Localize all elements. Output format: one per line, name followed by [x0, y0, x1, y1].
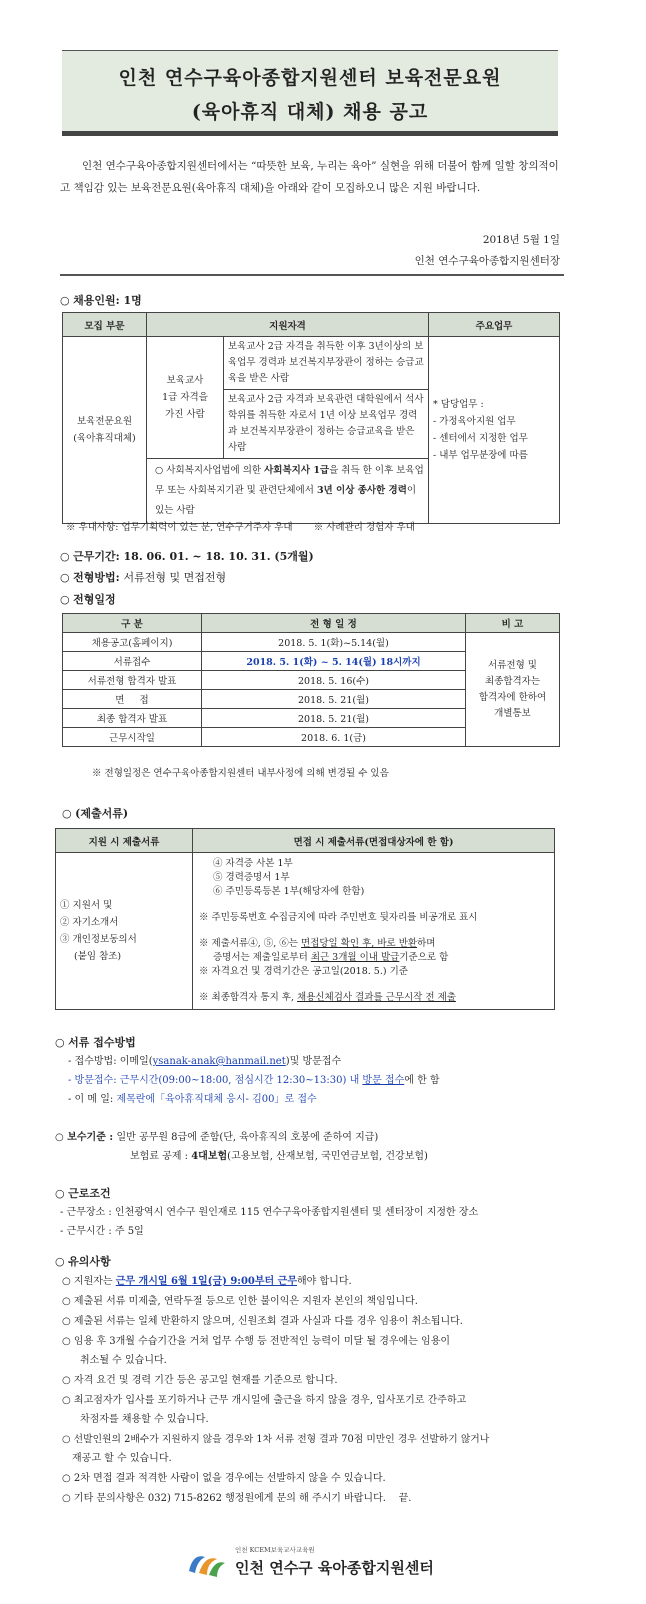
schedule-row-label: 면 접 [63, 690, 202, 709]
note-5: ○ 자격 요건 및 경력 기간 등은 공고일 현재를 기준으로 합니다. [62, 1375, 338, 1386]
pay-line-1: ○ 보수기준 : 일반 공무원 8급에 준함(단, 육아휴직의 호봉에 준하여 지급) [55, 1132, 379, 1143]
schedule-row-label: 서류접수 [63, 652, 202, 671]
title-line-2: (육아휴직 대체) 채용 공고 [191, 101, 429, 123]
apply-line-3: - 이 메 일: 제목란에「육아휴직대체 응시- 김00」로 접수 [68, 1094, 317, 1105]
qual-group: 보육교사 1급 자격을 가진 사람 [147, 337, 224, 459]
schedule-row-date: 2018. 6. 1(금) [202, 728, 466, 747]
schedule-row-date: 2018. 5. 1(화)~5.14(월) [202, 633, 466, 652]
note-4a: ○ 임용 후 3개월 수습기간을 거쳐 업무 수행 등 전반적인 능력이 미달 될 경우에는 임용이 [62, 1336, 451, 1347]
period: ○ 근무기간: 18. 06. 01. ~ 18. 10. 31. (5개월) [60, 550, 314, 563]
schedule-remark: 서류전형 및 최종합격자는 합격자에 한하여 개별통보 [466, 633, 560, 747]
qual-1: 보육교사 2급 자격을 취득한 이후 3년이상의 보육업무 경력과 보건복지부장관이 정하는 승급교육을 받은 사람 [224, 337, 429, 390]
work-line-1: - 근무장소 : 인천광역시 연수구 원인재로 115 연수구육아종합지원센터 및 센터장이 지정한 장소 [60, 1207, 479, 1218]
pay-line-2: 보험료 공제 : 4대보험(고용보험, 산재보험, 국민연금보험, 건강보험) [130, 1151, 428, 1162]
col-qual: 지원자격 [147, 313, 429, 337]
schedule-row-label: 서류전형 합격자 발표 [63, 671, 202, 690]
divider [60, 274, 564, 276]
docs-left: ① 지원서 및 ② 자기소개서 ③ 개인정보동의서 (붙임 참조) [56, 853, 193, 1010]
footer-logo [185, 1545, 455, 1585]
footer-small: 인천 KCEM보육교사교육원 [235, 1546, 315, 1554]
logo-icon [185, 1549, 227, 1579]
note-7b: 재공고 할 수 있습니다. [72, 1453, 172, 1464]
schedule-row-label: 근무시작일 [63, 728, 202, 747]
note-6b: 차점자를 채용할 수 있습니다. [80, 1414, 209, 1425]
qual-3: ○ 사회복지사업법에 의한 사회복지사 1급을 취득 한 이후 보육업무 또는 사회복지기관 및 관련단체에서 3년 이상 종사한 경력이 있는 사람 [147, 459, 429, 524]
intro-paragraph: 인천 연수구육아종합지원센터에서는 “따뜻한 보육, 누리는 육아” 실현을 위해 더불어 함께 일할 창의적이고 책임감 있는 보육전문요원(육아휴직 대체)을 아래와 같이 모집하오니 많은 지원 바랍니다. [60, 160, 559, 194]
col-duties: 주요업무 [429, 313, 560, 337]
announce-date: 2018년 5월 1일 [482, 234, 560, 246]
duties-cell: * 담당업무 : - 가정육아지원 업무 - 센터에서 지정한 업무 - 내부 업무분장에 따름 [429, 337, 560, 524]
apply-line-2: - 방문접수: 근무시간(09:00~18:00, 점심시간 12:30~13:30) 내 방문 접수에 한 함 [68, 1075, 440, 1086]
recruit-heading: ○ 채용인원: 1명 [60, 294, 142, 307]
method: ○ 전형방법: 서류전형 및 면접전형 [60, 571, 227, 584]
schedule-row-date: 2018. 5. 1(화) ~ 5. 14(월) 18시까지 [202, 652, 466, 671]
title-box [62, 50, 558, 136]
qual-2: 보육교사 2급 자격과 보육관련 대학원에서 석사학위를 취득한 자로서 1년 이상 보육업무 경력과 보건복지부장관이 정하는 승급교육을 받은 사람 [224, 390, 429, 459]
schedule-row-label: 채용공고(홈페이지) [63, 633, 202, 652]
apply-line-1: - 접수방법: 이메일(ysanak-anak@hanmail.net)및 방문접수 [68, 1056, 342, 1067]
schedule-row-date: 2018. 5. 21(월) [202, 709, 466, 728]
schedule-table: 구 분 전 형 일 정 비 고 채용공고(홈페이지) 2018. 5. 1(화)~5.14(월) 서류전형 및 최종합격자는 합격자에 한하여 개별통보 서류접수 2018. 5. 1(화) ~ 5. 14(월) 18시까지 서류전형 합격자 발표 2018. 5. 16(수) 면 접 2018. 5. 21(월) 최종 합격자 발표 2018. 5. 21(월) 근무시작일 2018. 6. 1(금) [62, 613, 560, 747]
apply-heading: ○ 서류 접수방법 [55, 1036, 136, 1049]
schedule-row-date: 2018. 5. 16(수) [202, 671, 466, 690]
note-1: ○ 지원자는 근무 개시일 6월 1일(금) 9:00부터 근무해야 합니다. [62, 1276, 352, 1287]
schedule-row-date: 2018. 5. 21(월) [202, 690, 466, 709]
schedule-row-label: 최종 합격자 발표 [63, 709, 202, 728]
note-2: ○ 제출된 서류 미제출, 연락두절 등으로 인한 불이익은 지원자 본인의 책임입니다. [62, 1296, 418, 1307]
note-7a: ○ 선발인원의 2배수가 지원하지 않을 경우와 1차 서류 전형 결과 70점 미만인 경우 선발하기 않거나 [62, 1434, 490, 1445]
note-3: ○ 제출된 서류는 일체 반환하지 않으며, 신원조회 결과 사실과 다를 경우 임용이 취소됩니다. [62, 1316, 463, 1327]
title-line-1: 인천 연수구육아종합지원센터 보육전문요원 [118, 67, 502, 89]
docs-table: 지원 시 제출서류 면접 시 제출서류(면접대상자에 한 함) ① 지원서 및 ② 자기소개서 ③ 개인정보동의서 (붙임 참조) ④ 자격증 사본 1부 ⑤ 경력증명서 1부 ⑥ 주민등록등본 1부(해당자에 한함) ※ 주민등록번호 수집금지에 따라 주민번호 뒷자리를 비공개로 표시 ※ 제출서류④, ⑤, ⑥는 면접당일 확인 후, 바로 반환하며 증명서는 제출일로부터 최근 3개월 이내 발급기준으로 함 ※ 자격요건 및 경력기간은 공고일(2018. 5.) 기준 ※ 최종합격자 통지 후, 채용신체검사 결과를 근무시작 전 제출 [55, 828, 555, 1010]
schedule-note: ※ 전형일정은 연수구육아종합지원센터 내부사정에 의해 변경될 수 있음 [92, 768, 389, 779]
preference-note: ※ 우대사항: 업무기획력이 있는 분, 연수구거주자 우대 ※ 사례관리 경험자 우대 [66, 522, 415, 533]
position-cell: 보육전문요원 (육아휴직대체) [63, 337, 147, 524]
email-link[interactable]: ysanak-anak@hanmail.net [152, 1056, 286, 1067]
docs-heading: ○ (제출서류) [62, 807, 129, 820]
footer-name: 인천 연수구 육아종합지원센터 [235, 1559, 434, 1577]
schedule-heading: ○ 전형일정 [60, 593, 116, 606]
docs-right: ④ 자격증 사본 1부 ⑤ 경력증명서 1부 ⑥ 주민등록등본 1부(해당자에 한함) ※ 주민등록번호 수집금지에 따라 주민번호 뒷자리를 비공개로 표시 ※ 제출서류④, ⑤, ⑥는 면접당일 확인 후, 바로 반환하며 증명서는 제출일로부터 최근 3개월 이내 발급기준으로 함 ※ 자격요건 및 경력기간은 공고일(2018. 5.) 기준 ※ 최종합격자 통지 후, 채용신체검사 결과를 근무시작 전 제출 [193, 853, 555, 1010]
note-8: ○ 2차 면접 결과 적격한 사람이 없을 경우에는 선발하지 않을 수 있습니다. [62, 1473, 386, 1484]
recruit-table [62, 312, 560, 524]
note-6a: ○ 최고점자가 입사를 포기하거나 근무 개시일에 출근을 하지 않을 경우, 입사포기로 간주하고 [62, 1395, 467, 1406]
work-heading: ○ 근로조건 [55, 1187, 111, 1200]
notes-heading: ○ 유의사항 [55, 1255, 111, 1268]
note-9: ○ 기타 문의사항은 032) 715-8262 행정원에게 문의 해 주시기 바랍니다. 끝. [62, 1493, 412, 1504]
col-position: 모집 부문 [63, 313, 147, 337]
signer: 인천 연수구육아종합지원센터장 [414, 255, 560, 267]
note-4b: 취소될 수 있습니다. [80, 1355, 167, 1366]
work-line-2: - 근무시간 : 주 5일 [60, 1226, 144, 1237]
